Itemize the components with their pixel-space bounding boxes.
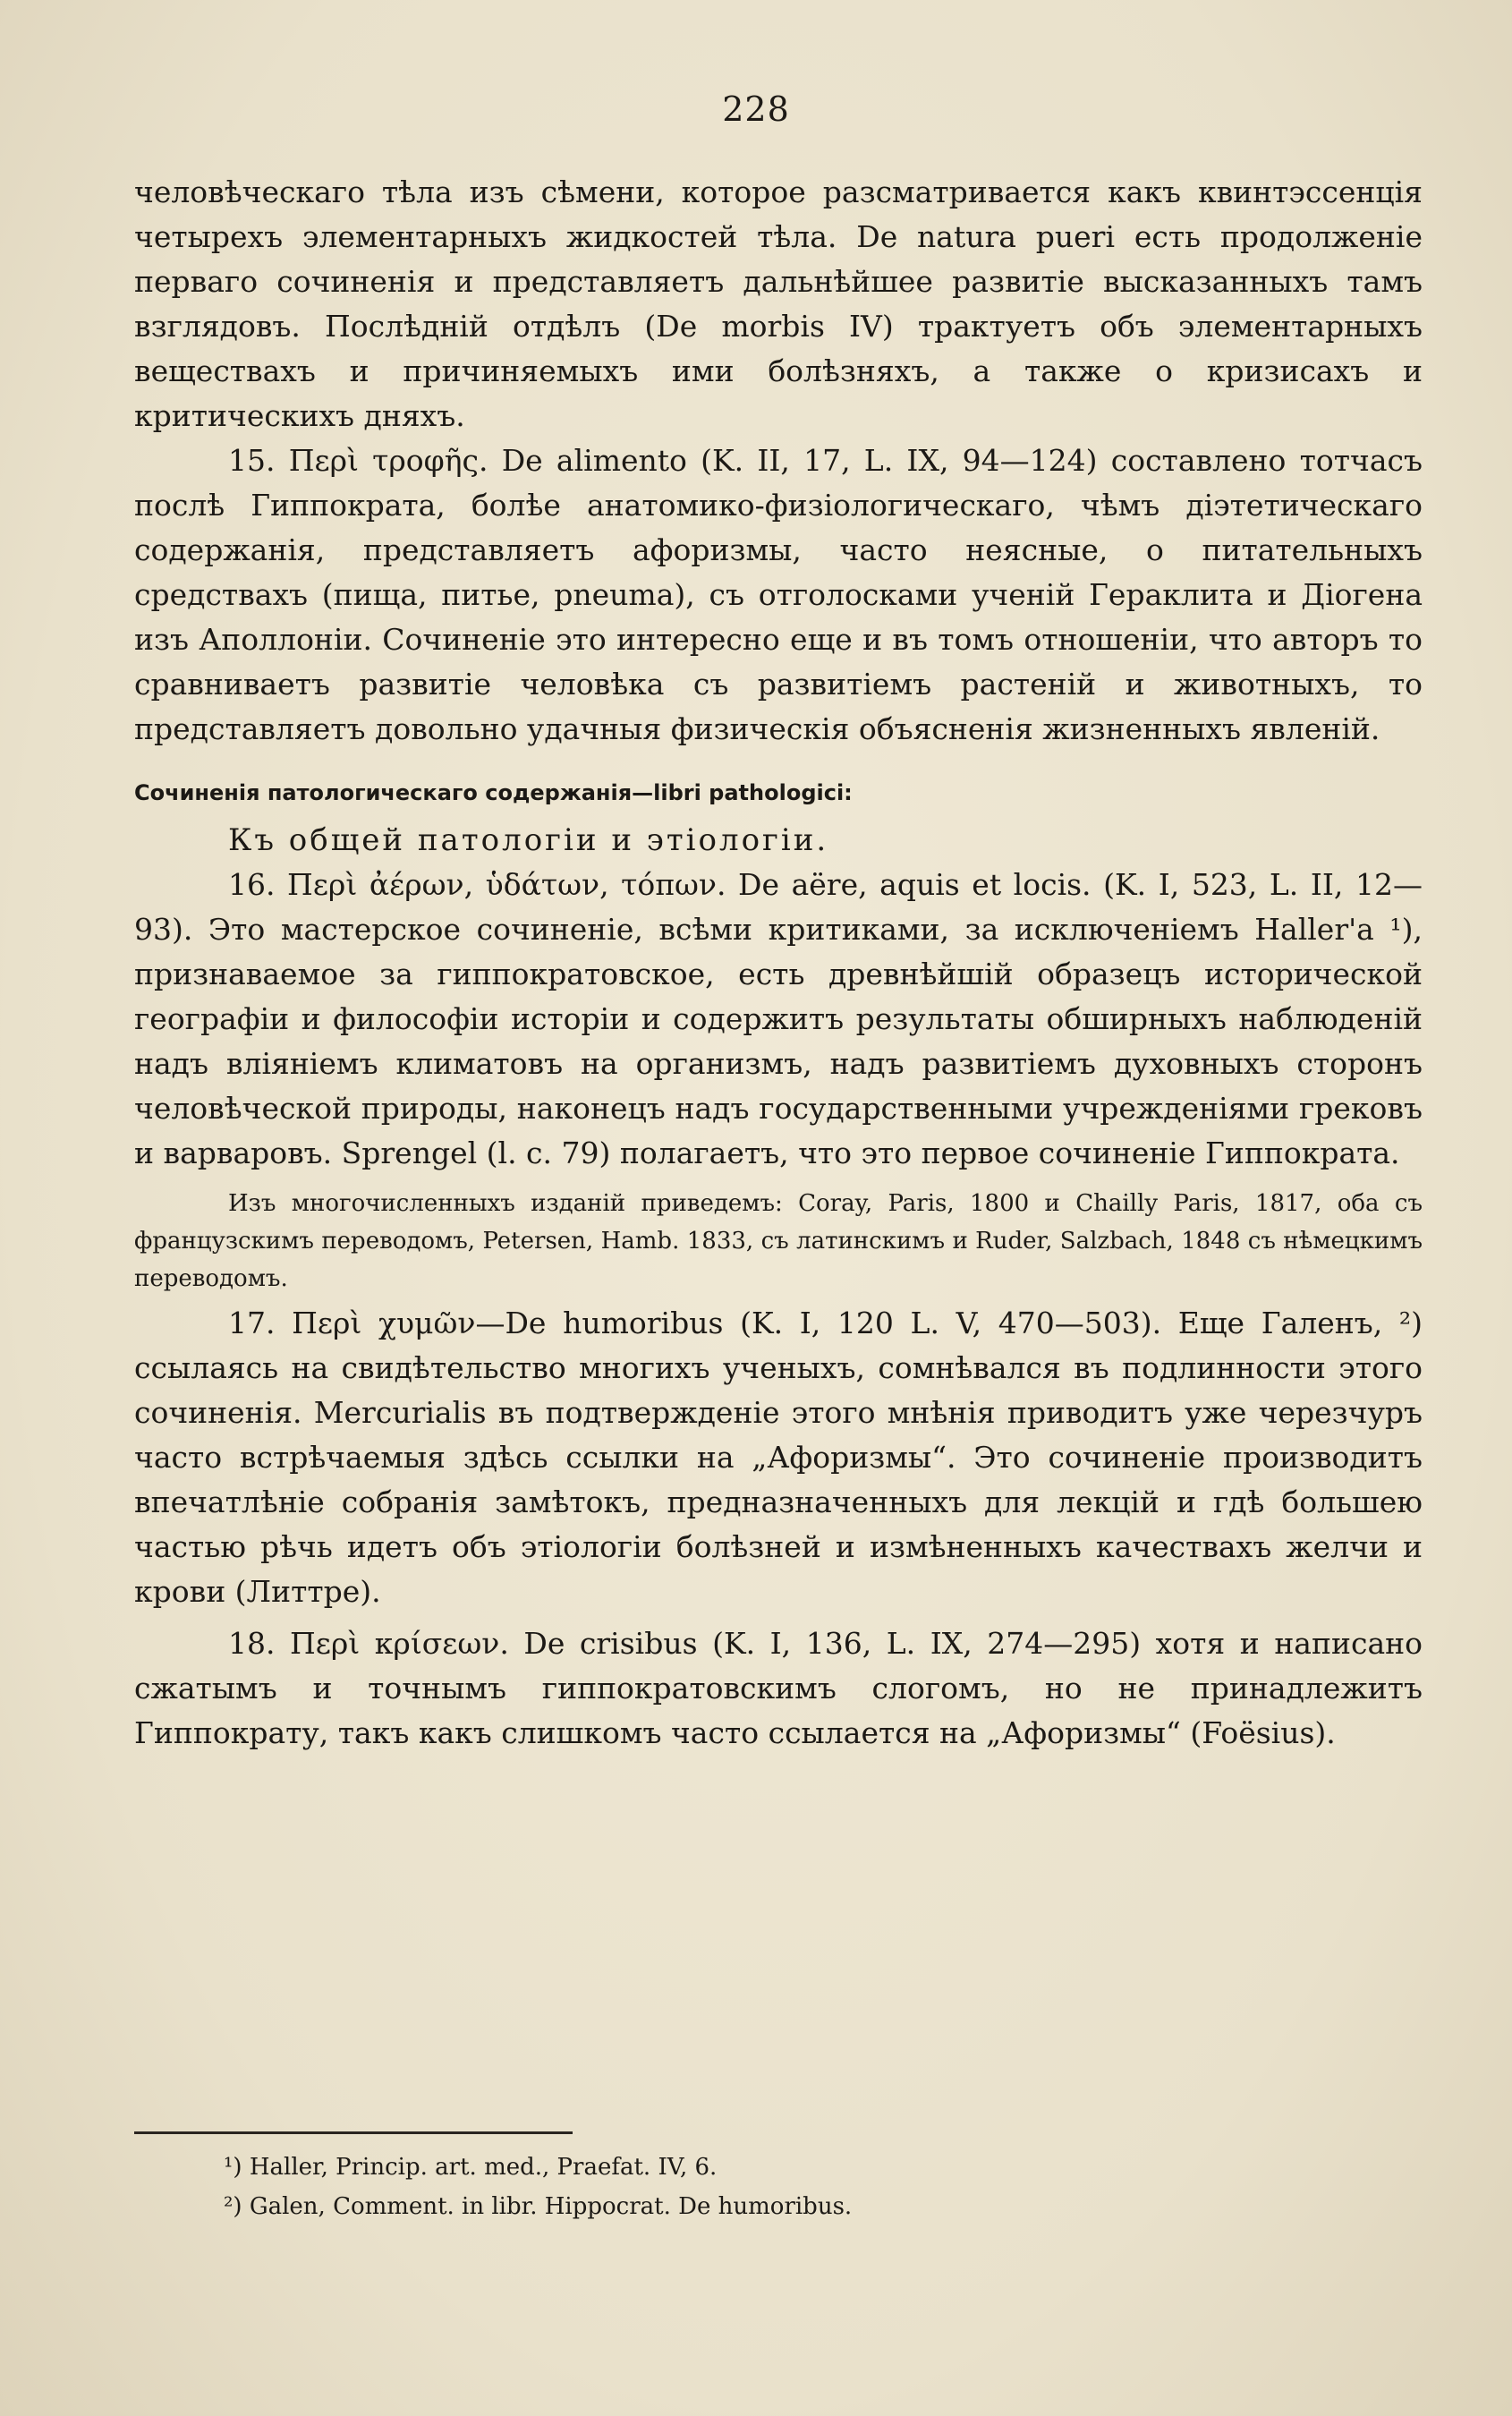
section-heading: Сочиненія патологическаго содержанія—libri pathologici:: [134, 780, 853, 805]
text-column: [134, 170, 1423, 1756]
editions-note-block: [134, 1185, 1423, 1297]
footnote-2: ²) Galen, Comment. in libr. Hippocrat. De humoribus.: [224, 2193, 853, 2220]
editions-note: Изъ многочисленныхъ изданій приведемъ: Coray, Paris, 1800 и Chailly Paris, 1817, оба съ французскимъ переводомъ, Petersen, Hamb. 1833, съ латинскимъ и Ruder, Salzbach, 1848 съ нѣмецкимъ переводомъ.: [134, 1190, 1423, 1292]
footnotes: [224, 2148, 1387, 2226]
paragraph-spacer: [134, 1614, 1423, 1621]
paragraph-15: 15. Περὶ τροφῆς. De alimento (K. II, 17, L. IX, 94—124) составлено тотчасъ послѣ Гиппократа, болѣе анатомико-физіологическаго, чѣмъ діэтетическаго содержанія, представляетъ афоризмы, часто неясные, о питательныхъ средствахъ (пища, питье, pneuma), съ отголосками ученій Гераклита и Діогена изъ Аполлоніи. Сочиненіе это интересно еще и въ томъ отношеніи, что авторъ то сравниваетъ развитіе человѣка съ развитіемъ растеній и животныхъ, то представляетъ довольно удачныя физическія объясненія жизненныхъ явленій.: [134, 443, 1423, 746]
footnote-1: ¹) Haller, Princip. art. med., Praefat. IV, 6.: [224, 2154, 718, 2181]
page-number: 228: [722, 89, 790, 129]
paragraph-17: 17. Περὶ χυμῶν—De humoribus (K. I, 120 L. V, 470—503). Еще Галенъ, ²) ссылаясь на свидѣтельство многихъ ученыхъ, сомнѣвался въ подлинности этого сочиненія. Mercurialis въ подтвержденіе этого мнѣнія приводитъ уже черезчуръ часто встрѣчаемыя здѣсь ссылки на „Афоризмы“. Это сочиненіе производитъ впечатлѣніе собранія замѣтокъ, предназначенныхъ для лекцій и гдѣ большею частью рѣчь идетъ объ этіологіи болѣзней и измѣненныхъ качествахъ желчи и крови (Литтре).: [134, 1306, 1423, 1609]
footnote-divider: [134, 2131, 573, 2134]
paragraph-16: 16. Περὶ ἀέρων, ὑδάτων, τόπων. De aëre, aquis et locis. (K. I, 523, L. II, 12—93). Это мастерское сочиненіе, всѣми критиками, за исключеніемъ Haller'а ¹), признаваемое за гиппократовское, есть древнѣйшій образецъ исторической географіи и философіи исторіи и содержитъ результаты обширныхъ наблюденій надъ вліяніемъ климатовъ на организмъ, надъ развитіемъ духовныхъ сторонъ человѣческой природы, наконецъ надъ государственными учрежденіями грековъ и варваровъ. Sprengel (l. c. 79) полагаетъ, что это первое сочиненіе Гиппократа.: [134, 867, 1423, 1170]
paragraph-18: 18. Περὶ κρίσεων. De crisibus (K. I, 136, L. IX, 274—295) хотя и написано сжатымъ и точнымъ гиппократовскимъ слогомъ, но не принадлежитъ Гиппократу, такъ какъ слишкомъ часто ссылается на „Афоризмы“ (Foësius).: [134, 1626, 1423, 1750]
subheading: Къ общей патологіи и этіологіи.: [228, 822, 829, 858]
paragraph-continuation: человѣческаго тѣла изъ сѣмени, которое разсматривается какъ квинтэссенція четырехъ элементарныхъ жидкостей тѣла. De natura pueri есть продолженіе перваго сочиненія и представляетъ дальнѣйшее развитіе высказанныхъ тамъ взглядовъ. Послѣдній отдѣлъ (De morbis IV) трактуетъ объ элементарныхъ веществахъ и причиняемыхъ ими болѣзняхъ, а также о кризисахъ и критическихъ дняхъ.: [134, 174, 1423, 433]
